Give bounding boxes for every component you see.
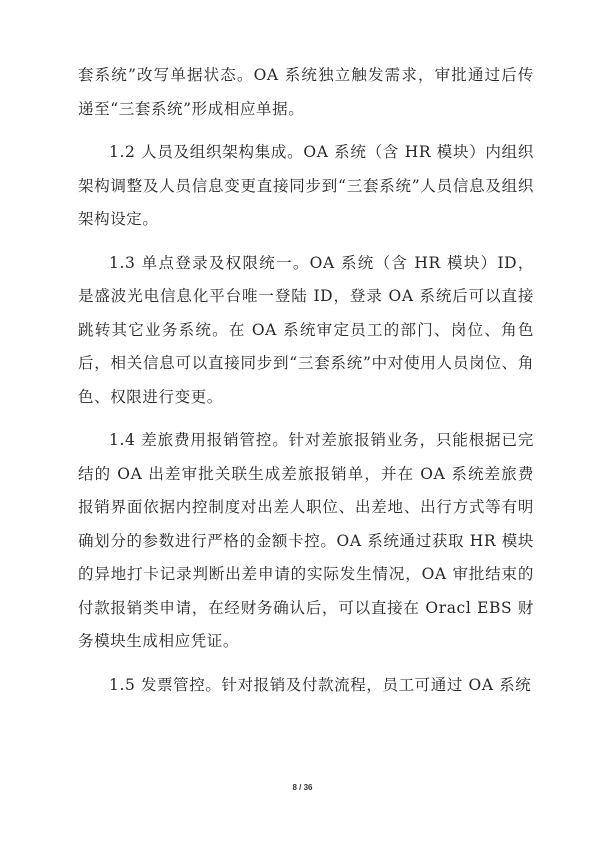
paragraph-1-5-invoice-control: 1.5 发票管控。针对报销及付款流程，员工可通过 OA 系统 xyxy=(109,675,532,694)
paragraph-continuation: 套系统”改写单据状态。OA 系统独立触发需求，审批通过后传递至“三套系统”形成相应单据。 xyxy=(78,66,534,118)
document-body xyxy=(78,59,534,702)
page-number: 8 / 36 xyxy=(292,783,313,792)
paragraph-1-4-travel-expense-control: 1.4 差旅费用报销管控。针对差旅报销业务，只能根据已完结的 OA 出差审批关联生成差旅报销单，并在 OA 系统差旅费报销界面依据内控制度对出差人职位、出差地、出行方式等有明确划分的参数进行严格的金额卡控。OA 系统通过获取 HR 模块的异地打卡记录判断出差申请的实际发生情况，OA 审批结束的付款报销类申请，在经财务确认后，可以直接在 Oracl EBS 财务模块生成相应凭证。 xyxy=(78,431,534,650)
paragraph-1-3-single-sign-on: 1.3 单点登录及权限统一。OA 系统（含 HR 模块）ID，是盛波光电信息化平台唯一登陆 ID，登录 OA 系统后可以直接跳转其它业务系统。在 OA 系统审定员工的部门、岗位、角色后，相关信息可以直接同步到“三套系统”中对使用人员岗位、角色、权限进行变更。 xyxy=(78,253,534,406)
paragraph-1-2-personnel-org-integration: 1.2 人员及组织架构集成。OA 系统（含 HR 模块）内组织架构调整及人员信息变更直接同步到“三套系统”人员信息及组织架构设定。 xyxy=(78,143,534,228)
